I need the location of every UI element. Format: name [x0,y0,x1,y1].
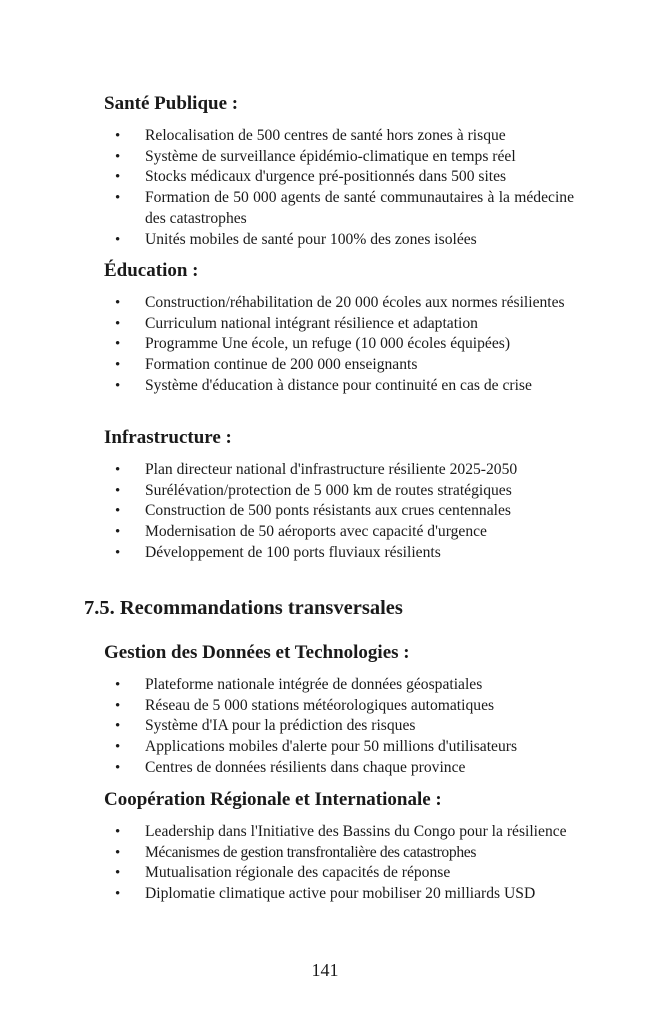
list-item-text: Unités mobiles de santé pour 100% des zones isolées [145,230,477,248]
bullet-icon: • [115,357,121,374]
list-item-text: Leadership dans l'Initiative des Bassins du Congo pour la résilience [145,823,567,840]
bullet-icon: • [115,190,121,207]
bullet-list [104,293,574,397]
list-item-text: Construction de 500 ponts résistants aux crues centennales [145,502,511,520]
bullet-icon: • [115,169,121,186]
list-item [104,481,574,502]
section-heading: Santé Publique : [104,93,239,114]
section-heading: Infrastructure : [104,427,232,448]
list-item [104,293,574,314]
list-item [104,716,574,737]
list-item-text: Construction/réhabilitation de 20 000 écoles aux normes résilientes [145,294,565,311]
bullet-icon: • [115,295,121,311]
bullet-icon: • [115,824,121,840]
section-heading: Éducation : [104,260,199,281]
section-education [104,259,574,397]
list-item-text: Mécanismes de gestion transfrontalière des catastrophes [145,843,477,861]
list-item [104,863,574,884]
list-item [104,188,574,229]
list-item [104,126,574,147]
list-item [104,334,574,355]
section-infrastructure [104,426,574,564]
bullet-icon: • [115,865,121,882]
list-item-text: Plan directeur national d'infrastructure résiliente 2025-2050 [145,461,518,478]
bullet-icon: • [115,462,121,478]
list-item [104,501,574,522]
list-item [104,230,574,251]
list-item [104,758,574,779]
list-item [104,884,574,905]
list-item [104,522,574,543]
section-heading: Coopération Régionale et Internationale : [104,789,442,810]
list-item [104,822,574,843]
section-heading: Gestion des Données et Technologies : [104,642,410,663]
bullet-icon: • [115,677,121,693]
list-item [104,314,574,335]
list-item-text: Réseau de 5 000 stations météorologiques automatiques [145,696,495,714]
list-item-text: Relocalisation de 500 centres de santé hors zones à risque [145,127,506,144]
list-item-text: Modernisation de 50 aéroports avec capacité d'urgence [145,523,487,541]
list-item-text: Diplomatie climatique active pour mobiliser 20 milliards USD [145,885,536,903]
bullet-icon: • [115,759,121,776]
list-item [104,355,574,376]
list-item-text: Formation continue de 200 000 enseignants [145,356,418,374]
bullet-icon: • [115,336,121,353]
list-item-text: Curriculum national intégrant résilience et adaptation [145,314,478,332]
list-item [104,843,574,864]
chapter-heading: 7.5. Recommandations transversales [84,597,403,619]
bullet-icon: • [115,503,121,520]
section-sante-publique [104,92,574,250]
list-item-text: Système d'IA pour la prédiction des risques [145,717,416,735]
list-item-text: Formation de 50 000 agents de santé communautaires à la médecine des catastrophes [145,189,574,227]
bullet-icon: • [115,482,121,499]
list-item-text: Centres de données résilients dans chaque province [145,758,466,776]
bullet-icon: • [115,886,121,903]
bullet-icon: • [115,697,121,714]
list-item-text: Surélévation/protection de 5 000 km de routes stratégiques [145,481,512,499]
bullet-icon: • [115,231,121,248]
bullet-icon: • [115,524,121,541]
bullet-icon: • [115,128,121,144]
section-gestion-donnees [104,641,574,779]
list-item-text: Mutualisation régionale des capacités de réponse [145,864,451,882]
bullet-icon: • [115,544,121,561]
page-number: 141 [311,960,339,980]
bullet-list [104,822,574,905]
bullet-list [104,675,574,779]
list-item-text: Stocks médicaux d'urgence pré-positionnés dans 500 sites [145,168,507,186]
list-item [104,737,574,758]
list-item [104,460,574,481]
bullet-icon: • [115,377,121,394]
list-item-text: Plateforme nationale intégrée de données géospatiales [145,676,483,693]
bullet-icon: • [115,739,121,756]
bullet-list [104,460,574,564]
list-item [104,543,574,564]
list-item-text: Programme Une école, un refuge (10 000 écoles équipées) [145,335,511,353]
section-cooperation [104,788,574,905]
bullet-icon: • [115,315,121,332]
list-item [104,696,574,717]
bullet-icon: • [115,718,121,735]
bullet-icon: • [115,148,121,165]
bullet-list [104,126,574,250]
bullet-icon: • [115,844,120,861]
list-item [104,376,574,397]
list-item-text: Développement de 100 ports fluviaux résilients [145,543,441,561]
list-item-text: Système de surveillance épidémio-climatique en temps réel [145,147,516,165]
list-item-text: Applications mobiles d'alerte pour 50 millions d'utilisateurs [145,738,518,756]
list-item [104,675,574,696]
list-item [104,167,574,188]
list-item [104,147,574,168]
list-item-text: Système d'éducation à distance pour continuité en cas de crise [145,376,532,394]
